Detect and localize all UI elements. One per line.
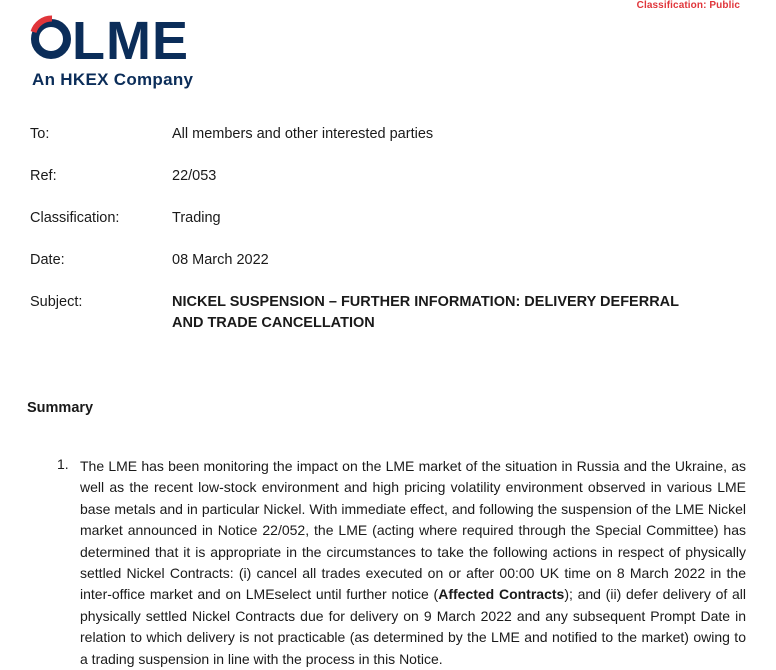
meta-label-subject: Subject: xyxy=(30,294,83,310)
meta-value-ref: 22/053 xyxy=(172,168,217,184)
subject-line-1: NICKEL SUSPENSION – FURTHER INFORMATION: DELIVERY DEFERRAL xyxy=(172,294,679,310)
meta-row-subject xyxy=(30,294,750,336)
lme-logo xyxy=(30,12,230,92)
meta-value-classification: Trading xyxy=(172,210,221,226)
paragraph-number: 1. xyxy=(57,456,69,472)
meta-label-classification: Classification: xyxy=(30,210,120,226)
meta-value-date: 08 March 2022 xyxy=(172,252,269,268)
defined-term-affected-contracts: Affected Contracts xyxy=(438,586,565,603)
meta-label-date: Date: xyxy=(30,252,65,268)
lme-logo-tagline: An HKEX Company xyxy=(32,70,194,89)
paragraph-text-part-1: The LME has been monitoring the impact on the LME market of the situation in Russia and the Ukraine, as well as the recent low-stock environment and high pricing volatility environment observed in various LME base metals and in particular Nickel. With immediate effect, and following the suspension of the LME Nickel market announced in Notice 22/052, the LME (acting where required through the Special Committee) has determined that it is appropriate in the circumstances to take the following actions in respect of physically settled Nickel Contracts: (i) cancel all trades executed on or after 00:00 UK time on 8 March 2022 in the inter-office market and on LMEselect until further notice ( xyxy=(80,458,746,603)
meta-value-subject xyxy=(172,292,712,334)
lme-logo-word: LME xyxy=(72,11,189,71)
classification-marking: Classification: Public xyxy=(636,0,740,11)
paragraph-text xyxy=(80,456,746,670)
meta-row-ref xyxy=(30,168,750,210)
paragraph-text-part-2: ); and (ii) defer delivery of all physically settled Nickel Contracts due for delivery on 9 March 2022 and any subsequent Prompt Date in relation to which delivery is not practicable (as determined by the LME and notified to the market) owing to a trading suspension in line with the process in this Notice. xyxy=(80,586,746,667)
meta-label-to: To: xyxy=(30,126,50,142)
meta-row-to xyxy=(30,126,750,168)
meta-label-ref: Ref: xyxy=(30,168,57,184)
subject-line-2: AND TRADE CANCELLATION xyxy=(172,315,375,331)
meta-row-classification xyxy=(30,210,750,252)
summary-heading: Summary xyxy=(27,400,94,416)
lme-logo-ring-icon xyxy=(30,12,76,62)
meta-value-to: All members and other interested parties xyxy=(172,126,434,142)
notice-metadata xyxy=(30,126,750,336)
meta-row-date xyxy=(30,252,750,294)
